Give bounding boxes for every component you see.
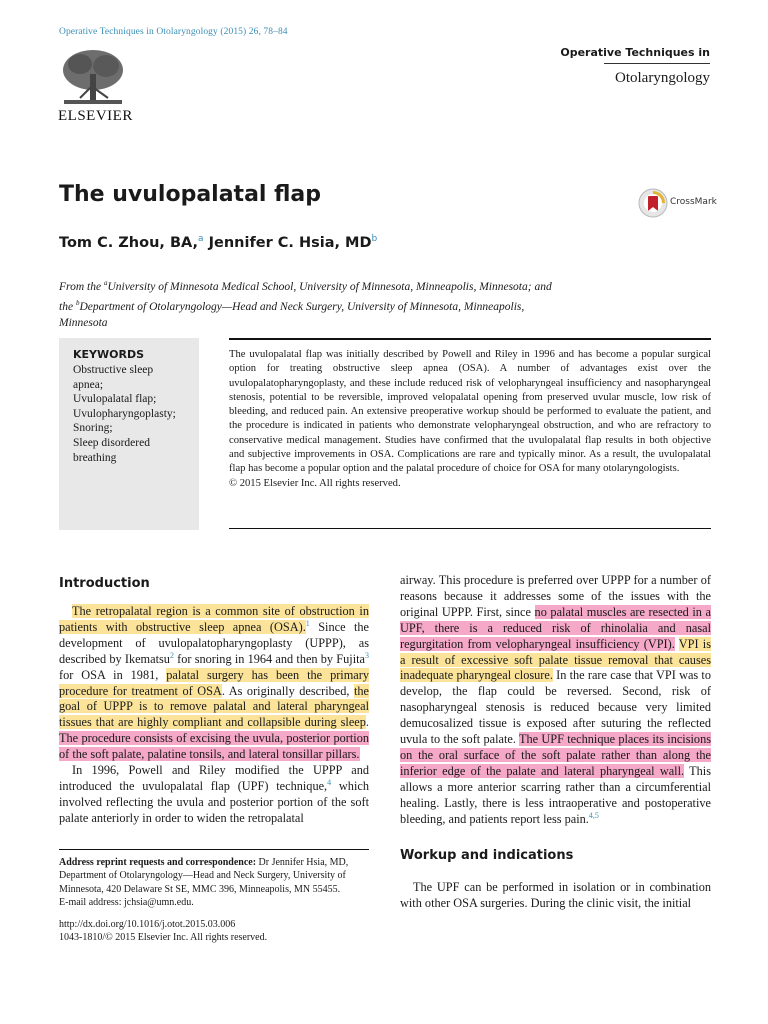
correspondence-footnote [59,856,369,909]
body-text: In the rare case that VPI was to develop, the flap could be reversed. Second, risk of nasopharyngeal stenosis is reduced because very limited demucosalized tissue is exposed after suturing the reflected uvula to the soft palate. [400,668,711,747]
doi-block [59,918,267,945]
body-text: airway. This procedure is preferred over UPPP for a number of reasons because it addresses some of the issues with the original UPPP. First, since [400,573,711,619]
journal-name-line2: Otolaryngology [615,70,710,86]
affil-text: the [59,300,74,313]
issn-copyright: 1043-1810/© 2015 Elsevier Inc. All rights reserved. [59,932,268,944]
footnote-email[interactable]: E-mail address: jchsia@umn.edu. [59,896,194,908]
footnote-text: Dr Jennifer Hsia, MD, Department of Otolaryngology—Head and Neck Surgery, University of Minnesota, 420 Delaware St SE, MMC 396, Minneapolis, MN 55455. [59,857,349,895]
abstract-copyright: © 2015 Elsevier Inc. All rights reserved. [229,477,401,489]
affil-text: University of Minnesota Medical School, University of Minnesota, Minneapolis, Minnesota; and [107,280,552,293]
citation-link[interactable]: 2 [169,650,174,660]
affil-marker: a [103,279,108,287]
body-text: for OSA in 1981, [59,667,167,682]
body-text: for snoring in 1964 and then by Fujita [173,651,365,666]
journal-name-line1: Operative Techniques in [560,46,710,59]
highlight-pink: The UPF technique places its incisions on the oral surface of the soft palate rather than along the inferior edge of the palate and lateral pharyngeal wall. [400,732,711,778]
affil-text: From the [59,280,102,293]
journal-rule [604,63,710,64]
keyword-line: Sleep disordered [73,436,150,449]
keywords-heading: KEYWORDS [73,348,145,361]
affil-text: Minnesota [59,316,108,329]
highlight-yellow: the goal of UPPP is to remove palatal and lateral pharyngeal tissues that are highly compliant and collapsible during sleep [59,683,369,730]
paragraph [59,604,369,763]
section-heading-workup: Workup and indications [400,848,574,863]
keyword-line: Snoring; [73,422,113,435]
body-text: . [365,715,369,730]
body-text: which involved reflecting the uvula and posterior portion of the soft palate anteriorly in order to widen the retropalatal [59,778,369,825]
affil-text: Department of Otolaryngology—Head and Neck Surgery, University of Minnesota, Minneapolis, [79,300,525,313]
doi-link[interactable]: http://dx.doi.org/10.1016/j.otot.2015.03.006 [59,919,236,930]
citation-link[interactable]: 1 [305,618,310,628]
citation-link[interactable]: 4 [327,777,332,787]
section-heading-introduction: Introduction [59,576,150,591]
article-title: The uvulopalatal flap [59,182,322,207]
citation-link[interactable]: 4,5 [588,810,599,820]
body-text: This allows a more anterior scarring rather than a circumferential healing. Lastly, there is less intraoperative and postoperative bleeding, and patients report less pain. [400,763,711,826]
right-column-body [400,573,711,828]
affil-marker: b [75,298,80,307]
abstract [229,348,711,491]
citation-link[interactable]: 3 [365,650,369,660]
highlight-yellow: VPI is a result of excessive soft palate tissue removal that causes inadequate pharyngeal closure. [400,636,712,683]
introduction-body [59,604,369,827]
keyword-line: Uvulopalatal flap; [73,393,157,406]
author-list [59,234,377,251]
author-name: Tom C. Zhou, BA, [59,234,199,251]
keyword-line: Obstructive sleep [73,364,154,376]
keyword-line: breathing [73,451,117,464]
body-text: In 1996, Powell and Riley modified the UPPP and introduced the uvulopalatal flap (UPF) technique, [59,763,369,793]
paragraph [59,763,369,827]
affiliations [59,275,659,331]
highlight-pink: The procedure consists of excising the uvula, posterior portion of the soft palate, palatine tonsils, and lateral tonsillar pillars. [59,731,369,762]
body-text: . As originally described, [221,683,354,698]
affiliation-marker[interactable]: b [371,234,378,244]
highlight-yellow: palatal surgery has been the primary procedure for treatment of OSA [59,667,369,698]
affiliation-marker[interactable]: a [198,234,204,244]
paragraph [400,573,711,828]
publisher-name: ELSEVIER [58,108,133,124]
crossmark-label[interactable]: CrossMark [670,197,717,207]
body-text: Since the development of uvulopalatopharyngoplasty (UPPP), as described by Ikematsu [59,619,369,666]
footnote-label: Address reprint requests and correspondence: [59,857,257,868]
keyword-line: apnea; [73,378,104,391]
author-name: Jennifer C. Hsia, MD [208,234,372,251]
workup-paragraph: The UPF can be performed in isolation or in combination with other OSA surgeries. During the clinic visit, the initial [400,880,711,910]
abstract-text: The uvulopalatal flap was initially described by Powell and Riley in 1996 and has become a popular surgical option for treating obstructive sleep apnea (OSA). A number of advantages exist over the uvulopalatopharyngoplasty, and these include reduced risk of velopharyngeal insufficiency and nasopharyngeal stenosis, potential to be reversible, improved velopalatal opening from preserved uvular muscle, low risk of bleeding, and reduced pain. An extensive preoperative workup should be performed to evaluate the patient, and the procedure is indicated in patients who demonstrate velopharyngeal obstruction, and who are refractory to conservative medical management. Studies have confirmed that the uvulopalatal flap results in both objective and subjective improvements in OSA. Complications are rare and typically minor. As a result, the uvulopalatal flap has become a popular option and the palatal procedure of choice for OSA for many otolaryngologists. [229,349,711,475]
keyword-line: Uvulopharyngoplasty; [73,407,176,420]
keywords-box [59,338,199,530]
journal-citation[interactable]: Operative Techniques in Otolaryngology (2015) 26, 78–84 [59,27,288,37]
abstract-top-rule [229,338,711,340]
crossmark-icon[interactable] [638,188,668,218]
highlight-yellow: The retropalatal region is a common site of obstruction in patients with obstructive sleep apnea (OSA). [59,604,369,634]
footnote-rule [59,849,369,850]
highlight-pink: no palatal muscles are resected in a UPF, there is a reduced risk of rhinolalia and nasal regurgitation from velopharyngeal insufficiency (VPI). [400,604,711,651]
abstract-bottom-rule [229,528,711,529]
